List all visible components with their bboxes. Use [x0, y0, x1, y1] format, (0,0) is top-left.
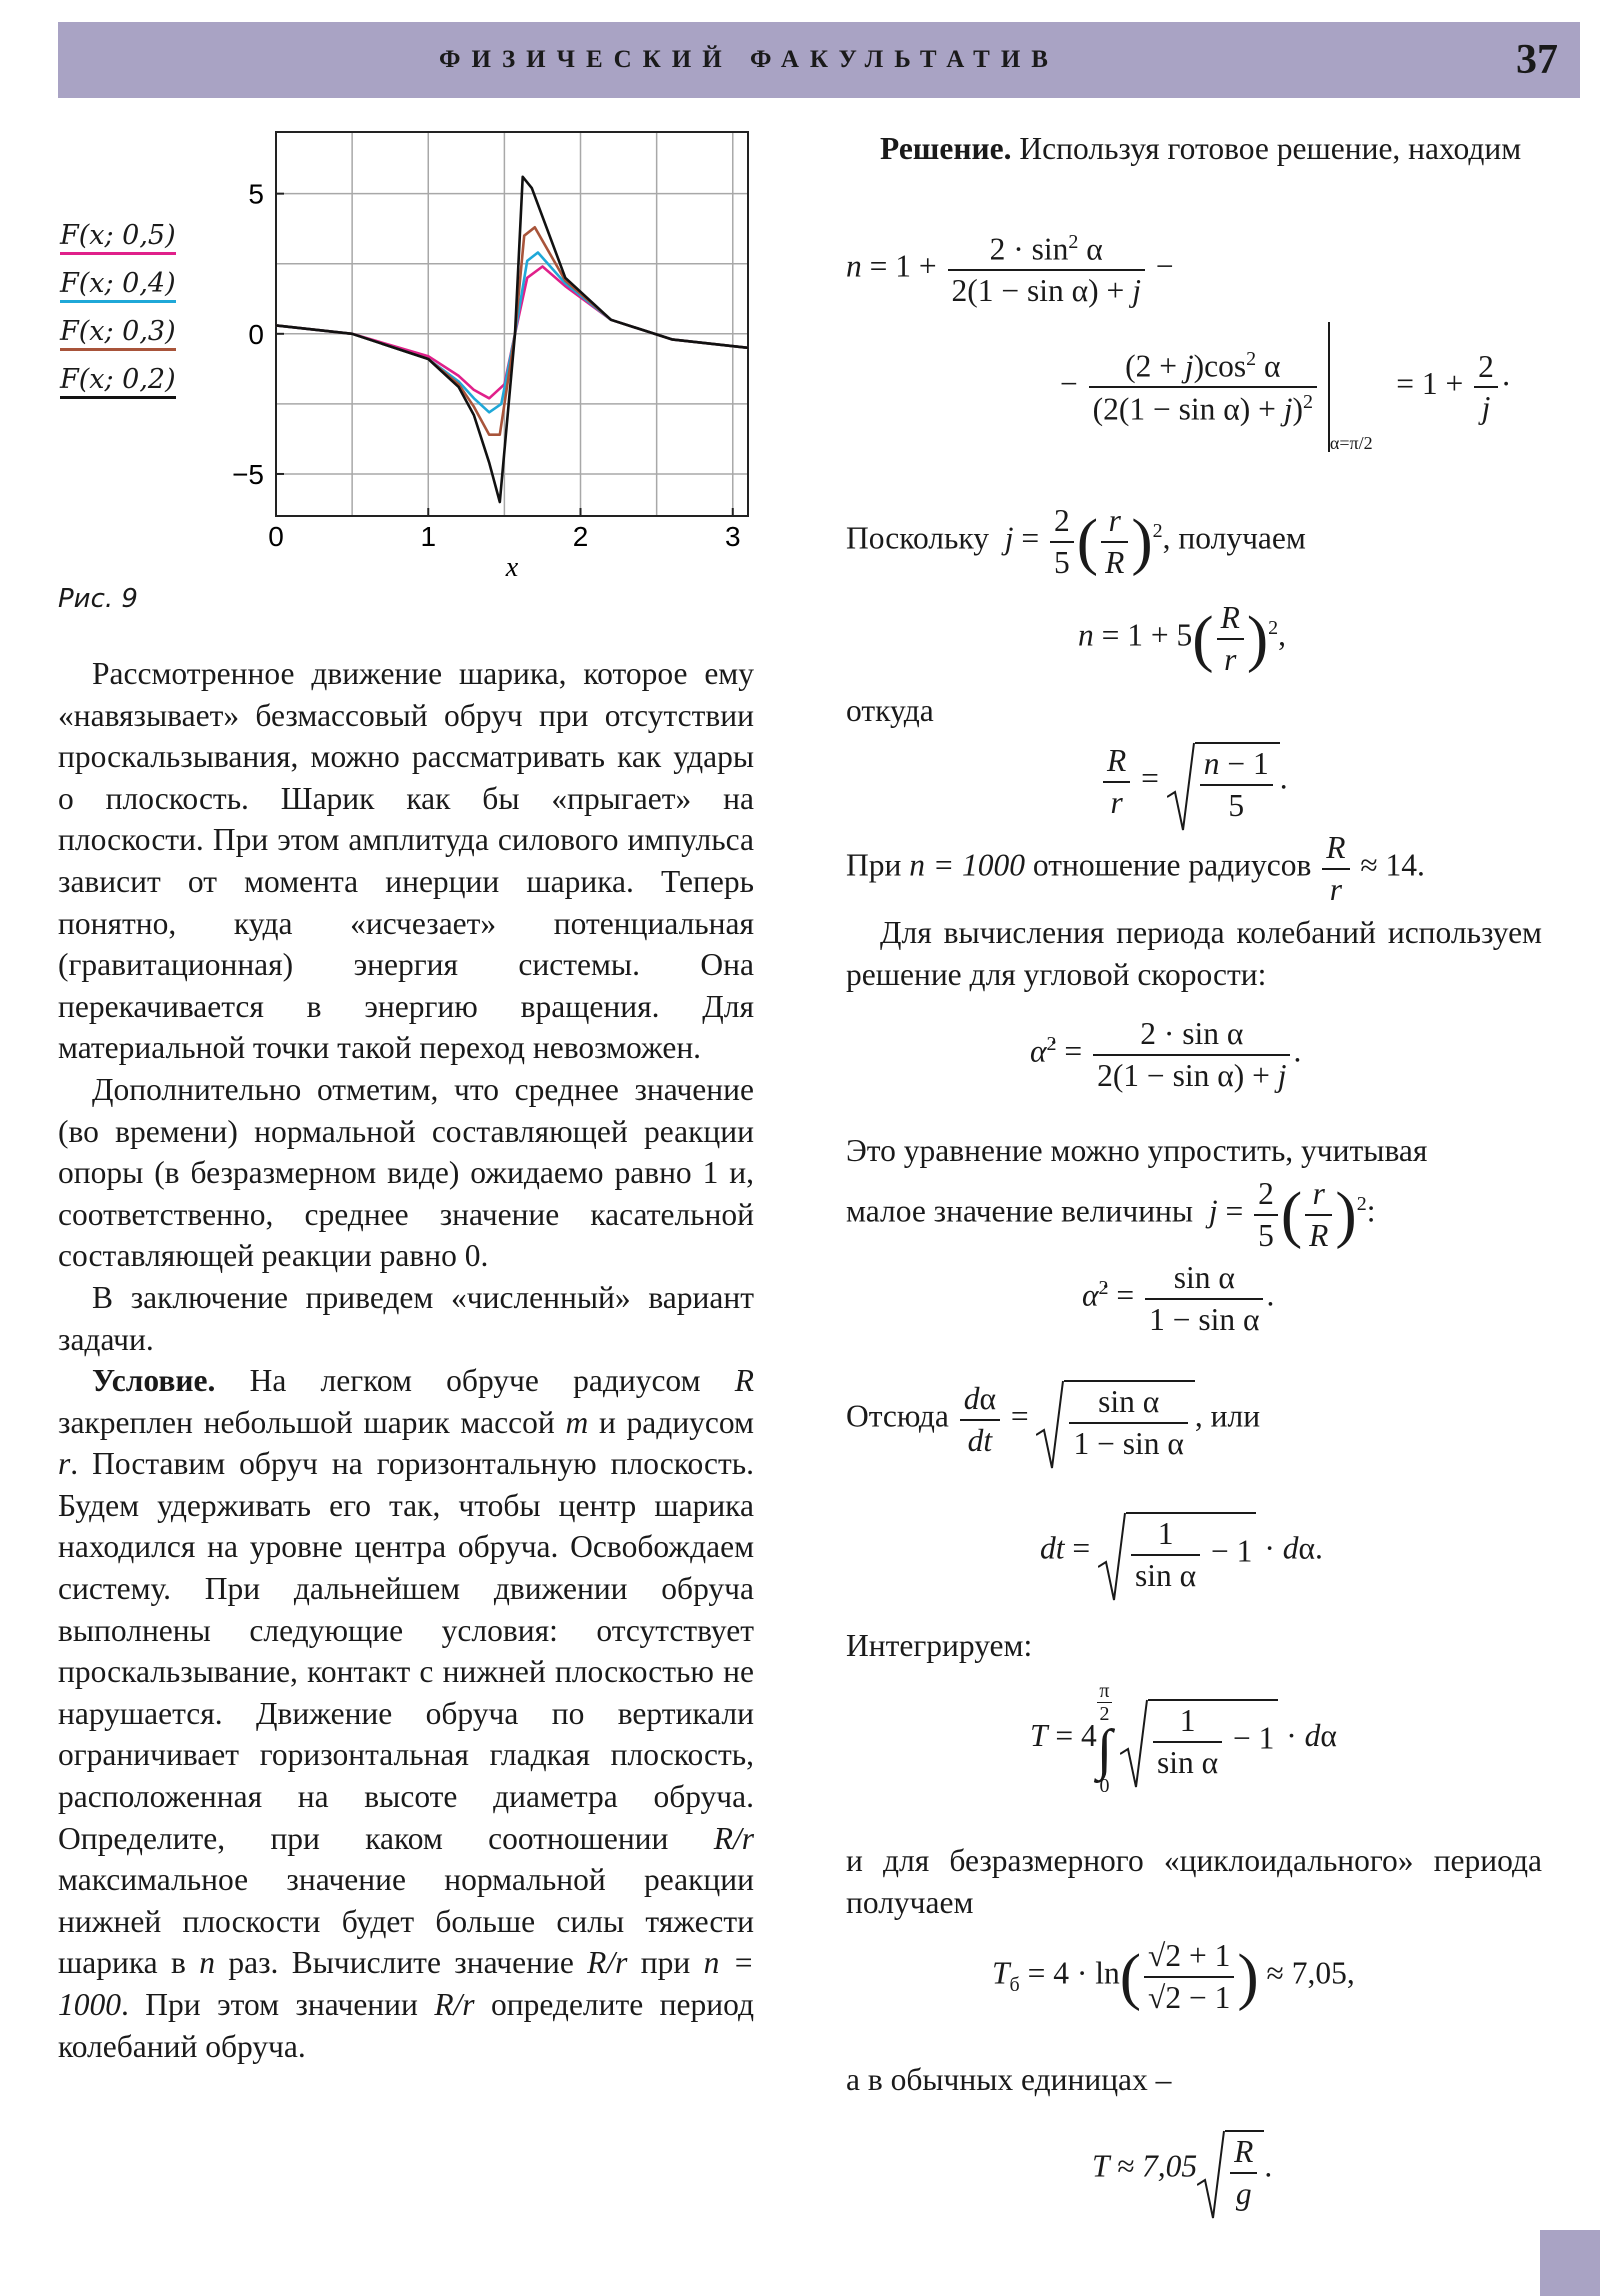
figure-caption: Рис. 9 — [58, 584, 138, 614]
equation-n-result: n = 1 + 5( $\frac{R}{r}$ )$^2$, — [1078, 600, 1287, 677]
equation-n-line2: − $\frac{(2 + j)\cos^2 \alpha}{(2(1 - \sin \alpha) + j)^2}$ $_{\alpha=\pi/2}$ = 1 + $\frac{2}{j}$ · — [1060, 322, 1511, 452]
left-column — [58, 653, 754, 2067]
paragraph-condition: Условие. На легком обруче радиусом R закреплен небольшой шарик массой m и радиусом r. Поставим обруч на горизонтальную плоскость. Будем удерживать его так, чтобы центр шарика находился на уровне центра обруча. Освобождаем систему. При дальнейшем движении обруча выполнены следующие условия: отсутствует проскальзывание, контакт с нижней плоскостью не нарушается. Движение обруча по вертикали ограничивает горизонтальная гладкая плоскость, расположенная на высоте диаметра обруча. Определите, при каком соотношении R/r максимальное значение нормальной реакции нижней плоскости будет больше силы тяжести шарика в n раз. Вычислите значение R/r при n = 1000. При этом значении R/r определите период колебаний обруча. — [58, 1363, 754, 2064]
small-value-line: малое значение величины j = $\frac{2}{5}$ ( $\frac{r}{R}$ )$^2$: — [846, 1176, 1376, 1253]
equation-dalpha-dt: Отсюда $\frac{d\alpha}{dt}$ = $\frac{\text{sin α}}{\text{1 − sin α}}$ , или — [846, 1380, 1260, 1459]
ratio-value-line: При n = 1000 отношение радиусов $\frac{R}{r}$ ≈ 14. — [846, 830, 1425, 907]
equation-period-dimensionless: $T_б = 4 \cdot \ln$( $\frac{√2 + 1}{√2 - 1}$ ) ≈ 7,05, — [992, 1938, 1355, 2015]
equation-n-line1: n = 1 + $\frac{2 \cdot \sin^2 \alpha}{\text{2(1 − sin α) + j}}$ − — [846, 231, 1174, 308]
y-tick-label: −5 — [232, 458, 264, 490]
integrate-text: Интегрируем: — [846, 1628, 1033, 1663]
right-column — [846, 128, 1542, 170]
x-tick-label: 2 — [572, 521, 589, 552]
page-header — [58, 22, 1580, 98]
paragraph-3: В заключение приведем «численный» вариант задачи. — [58, 1279, 754, 1357]
plot-frame — [276, 132, 748, 516]
usual-units-text: а в обычных единицах – — [846, 2062, 1172, 2097]
legend-item-1: F(x; 0,4) — [60, 268, 176, 316]
legend-item-0: F(x; 0,5) — [60, 220, 176, 268]
legend-item-2: F(x; 0,3) — [60, 316, 176, 364]
simplify-line: Это уравнение можно упростить, учитывая — [846, 1133, 1428, 1168]
line-chart — [58, 120, 758, 583]
figure-9 — [58, 120, 758, 583]
y-tick-label: 0 — [248, 318, 264, 350]
equation-dt: dt = $\frac{1}{\text{sin α}}$ − 1 · dα. — [1040, 1512, 1323, 1591]
series-line-F-x-0-2- — [276, 177, 748, 502]
condition-label: Условие. — [92, 1363, 216, 1399]
equation-alpha-dot: α̇$^2$ = $\frac{\text{2 · sin α}}{\text{2(1 − sin α) + j}}$ . — [1030, 1016, 1302, 1093]
whence-text: откуда — [846, 693, 934, 728]
x-tick-label: 0 — [268, 521, 284, 552]
equation-period-final: T ≈ 7,05 $\frac{R}{g}$ . — [1092, 2130, 1272, 2209]
period-paragraph: Для вычисления периода колебаний используем решение для угловой скорости: — [846, 915, 1542, 992]
y-tick-label: 5 — [248, 178, 264, 210]
solution-label: Решение. — [880, 131, 1012, 166]
equation-alpha-dot-simplified: α̇$^2$ = $\frac{\text{sin α}}{\text{1 − sin α}}$ . — [1082, 1260, 1275, 1337]
x-tick-label: 3 — [724, 521, 741, 552]
x-axis-label: x — [505, 552, 519, 583]
x-tick-label: 1 — [420, 521, 437, 552]
solution-intro: Решение. Используя готовое решение, находим — [880, 131, 1522, 166]
legend-item-3: F(x; 0,2) — [60, 364, 176, 412]
page-number: 37 — [1516, 37, 1558, 83]
paragraph-2: Дополнительно отметим, что среднее значение (во времени) нормальной составляющей реакции опоры (в безразмерном виде) ожидаемо равно 1 и, соответственно, среднее значение касательной составляющей реакции равно 0. — [58, 1071, 754, 1274]
dimensionless-paragraph: и для безразмерного «циклоидального» периода получаем — [846, 1843, 1542, 1920]
running-title: ФИЗИЧЕСКИЙ ФАКУЛЬТАТИВ — [439, 46, 1059, 73]
page-corner-tab — [1540, 2230, 1600, 2296]
equation-period-integral: T = 4 π 2 ∫ 0 $\frac{1}{\text{sin α}}$ − 1 · dα — [1030, 1680, 1337, 1798]
equation-ratio: $\frac{R}{r}$ = $\frac{n - 1}{5}$ . — [1100, 742, 1288, 821]
paragraph-1: Рассмотренное движение шарика, которое ему «навязывает» безмассовый обруч при отсутствии проскальзывания, можно рассматривать как удары о плоскость. Шарик как бы «прыгает» на плоскости. При этом амплитуда силового импульса зависит от момента инерции шарика. Теперь понятно, куда «исчезает» потенциальная (гравитационная) энергия системы. Она перекачивается в энергию вращения. Для материальной точки такой переход невозможен. — [58, 656, 754, 1066]
equation-j-definition: Поскольку j = $\frac{2}{5}$ ( $\frac{r}{R}$ )$^2$, получаем — [846, 503, 1306, 580]
